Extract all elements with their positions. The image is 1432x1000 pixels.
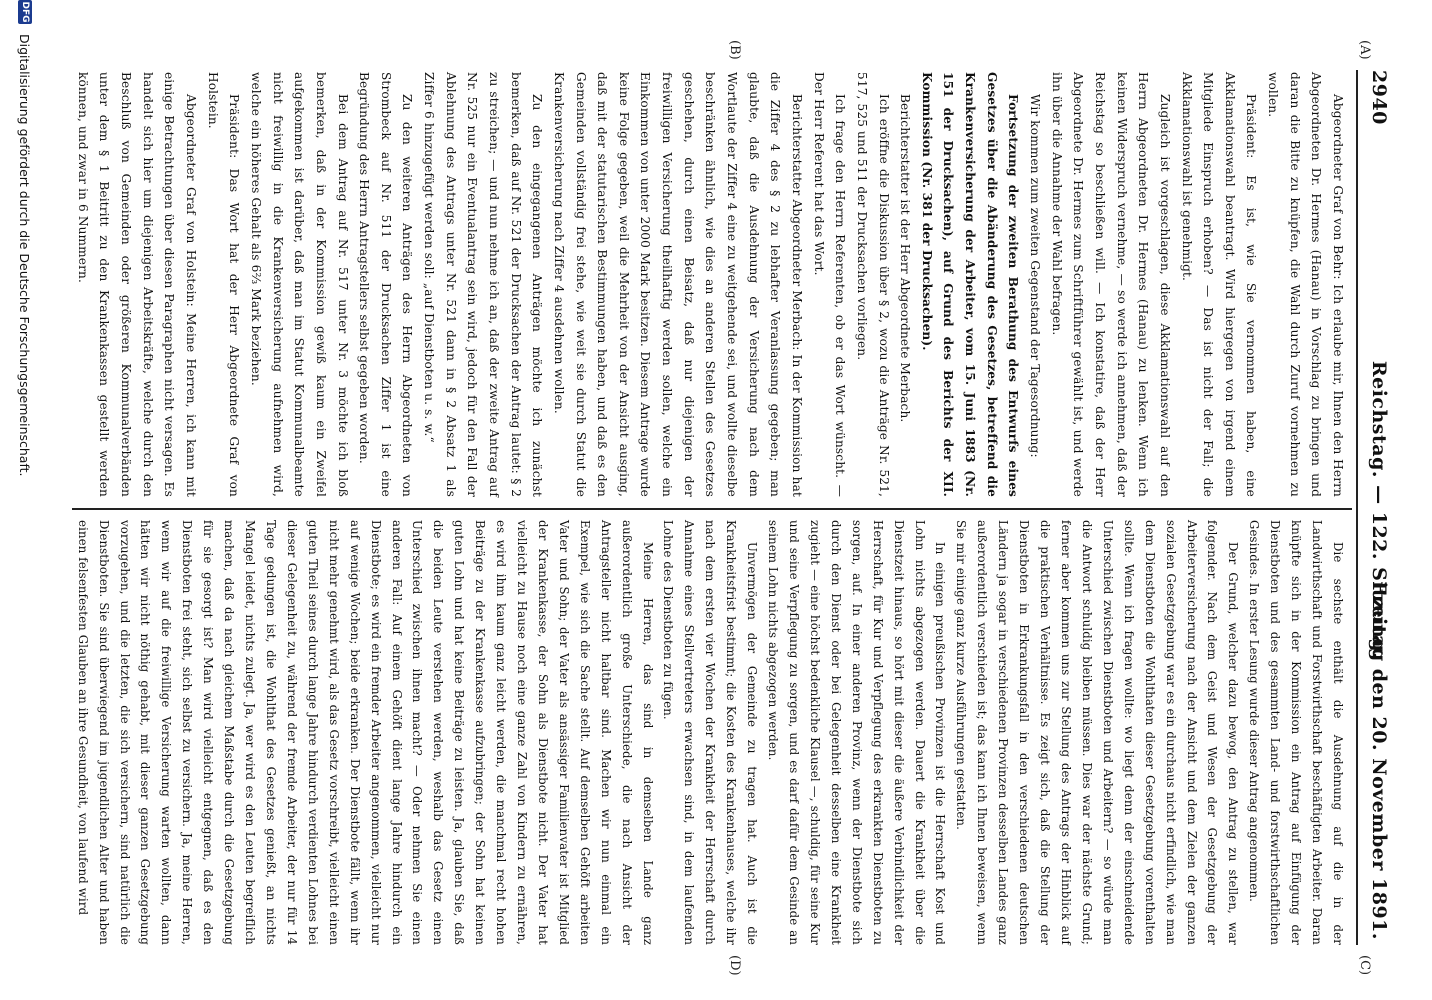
margin-mark-a: (A): [1357, 40, 1372, 60]
margin-mark-d: (D): [727, 955, 742, 976]
paragraph: Ich frage den Herrn Referenten, ob er das Wort wünscht. — Der Herr Referent hat das Wort.: [811, 72, 848, 497]
digitization-footer: [14, 0, 32, 1000]
page-number: 2940: [1368, 70, 1390, 125]
session-date: Freitag den 20. November 1891.: [1368, 581, 1390, 940]
paragraph: Wir kommen zum zweiten Gegenstand der Tagesordnung:: [1028, 94, 1043, 458]
paragraph: Zu den weiteren Anträgen des Herrn Abgeordneten von Strombeck auf Nr. 511 der Drucksachen Ziffer 1 ist eine Begründung des Herrn Antragstellers selbst gegeben worden.: [357, 72, 415, 497]
paragraph: Abgeordneter Graf von Holstein: Meine Herren, ich kann mit einige Betrachtungen über diesen Paragraphen nicht versagen. Es handelt sich hier um diejenigen Arbeitskräfte, welche durch den Beschluß von Gemeinden oder größeren Kommunalverbänden unter dem § 1 Beitritt zu den Krankenkassen gestellt werden können, und zwar in 6 Nummern.: [75, 72, 199, 497]
paragraph: Abgeordneter Graf von Behr: Ich erlaube mir, Ihnen den Herrn Abgeordneten Dr. Hermes (Hanau) in Vorschlag zu bringen und daran die Bitte zu knüpfen, die Wahl durch Zuruf vornehmen zu wollen.: [1266, 72, 1345, 497]
margin-mark-b: (B): [727, 40, 742, 60]
paragraph: Zu den eingegangenen Anträgen möchte ich zunächst bemerken, daß auf Nr. 521 der Drucksachen der Antrag lautet: § 2 zu streichen; — und nun nehme ich an, daß der zweite Antrag auf Nr. 525 nur ein Eventualantrag sein wird, jedoch für den Fall der Ablehnung des Antrags unter Nr. 521 dann in § 2 Absatz 1 als Ziffer 6 hinzugefügt werden soll: „auf Dienstboten u. s. w.“: [422, 72, 545, 497]
paragraph: Berichterstatter ist der Herr Abgeordnete Merbach.: [898, 94, 913, 423]
paragraph: Bei dem Antrag auf Nr. 517 unter Nr. 3 möchte ich bloß bemerken, daß in der Kommission gewiß kaum ein Zweifel aufgekommen ist darüber, daß man im Statut Kommunalbeamte nicht freiwillig in die Krankenversicherung aufnehmen wird, welche ein höheres Gehalt als 6⅔ Mark beziehen.: [248, 72, 350, 497]
digitization-credit: Digitalisierung gefördert durch die Deutsche Forschungsgemeinschaft.: [17, 34, 32, 477]
dfg-logo: DFG: [20, 1, 30, 23]
page-header: [1362, 70, 1394, 940]
paragraph: Die sechste enthält die Ausdehnung auf die in der Landwirthschaft und Forstwirthschaft beschäftigten Arbeiter. Daran knüpfte sich in der Kommission ein Antrag auf Einfügung der Dienstboten und des gesammten Land- und forstwirthschaftlichen Gesindes. In erster Lesung wurde dieser Antrag angenommen.: [1247, 520, 1345, 945]
paragraph: Ich eröffne die Diskussion über § 2, wozu die Anträge Nr. 521, 517, 525 und 511 der Drucksachen vorliegen.: [854, 72, 891, 497]
margin-mark-c: (C): [1357, 955, 1372, 976]
left-column: [71, 72, 1348, 497]
agenda-item-heading: Fortsetzung der zweiten Berathung des Entwurfs eines Gesetzes über die Abänderung des Gesetzes, betreffend die Krankenversicherung der Arbeiter, vom 15. Juni 1883 (Nr. 151 der Drucksachen), auf Grund des Berichts der XII. Kommission (Nr. 381 der Drucksachen).: [919, 72, 1021, 497]
header-rule: [1356, 70, 1358, 945]
right-column: [72, 520, 1348, 945]
paragraph: Berichterstatter Abgeordneter Merbach: In der Kommission hat die Ziffer 4 des § 2 zu lebhafter Veranlassung gegeben; man glaubte, daß die Ausdehnung der Versicherung nach dem Wortlaute der Ziffer 4 eine zu weitgehende sei, und wollte dieselbe beschränken ähnlich, wie dies an anderen Stellen des Gesetzes geschehen, durch einen Beisatz, daß nur diejenigen der freiwilligen Versicherung theilhaftig werden sollen, welche ein Einkommen von unter 2000 Mark besitzen. Diesem Antrage wurde keine Folge gegeben, weil die Mehrheit von der Ansicht ausging, daß mit der statutarischen Bestimmungen haben, und daß es den Gemeinden vollständig frei stehe, wie weit sie durch Statut die Krankenversicherung nach Ziffer 4 ausdehnen wollen.: [551, 72, 804, 497]
paragraph: Präsident: Das Wort hat der Herr Abgeordnete Graf von Holstein.: [205, 72, 242, 497]
paragraph: In einigen preußischen Provinzen ist die Herrschaft Kost und Lohn nichts abgezogen werden. Dauert die Krankheit über die Dienstzeit hinaus, so hört mit dieser die äußere Verbindlichkeit der Herrschaft, für Kur und Verpflegung des erkrankten Dienstboten zu sorgen, auf. In einer anderen Provinz, wenn der Dienstbote sich durch den Dienst oder bei Gelegenheit desselben eine Krankheit zugieht — eine höchst bedenkliche Klausel —, schuldig, für seine Kur und seine Verpflegung zu sorgen, und es darf dafür dem Gesinde an seinem Lohn nichts abgezogen werden.: [766, 520, 948, 945]
paragraph: Meine Herren, das sind in demselben Lande ganz außerordentlich große Unterschiede, die nach Ansicht der Antragsteller nicht haltbar sind. Machen wir nun einmal ein Exempel, wie sich die Sache stellt. Auf demselben Gehöft arbeiten Vater und Sohn; der Vater als ansässiger Familienvater ist Mitglied der Krankenkasse, der Sohn als Dienstbote nicht. Der Vater hat vielleicht zu Hause noch eine ganze Zahl von Kindern zu ernähren, es wird ihm kaum ganz leicht werden, die manchmal recht hohen Beiträge zu der Krankenkasse aufzubringen; der Sohn hat keinen guten Lohn und hat keine Beiträge zu leisten. Ja, glauben Sie, daß die beiden Leute verstehen werden, weshalb das Gesetz einen Unterschied zwischen ihnen macht? — Oder nehmen Sie einen anderen Fall: Auf einem Gehöft dient lange Jahre hindurch ein Dienstbote; es wird ein fremder Arbeiter angenommen, vielleicht nur auf wenige Wochen; beide erkranken. Der Dienstbote fällt, wenn ihr nicht mehr genehmt wird, als das Gesetz vorschreibt, vielleicht einen guten Theil seines durch lange Jahre hindurch verdienten Lohnes bei dieser Gelegenheit zu, während der fremde Arbeiter, der nur für 14 Tage gedungen ist, die Wohlthat des Gesetzes genießt, an nichts Mangel leidet, nichts zulegt. Ja, wer wird es den Leuten begreiflich machen, daß da nach gleichem Maßstabe durch die Gesetzgebung für sie gesorgt ist? Man wird vielleicht entgegnen, daß es den Dienstboten frei steht, sich selbst zu versichern. Ja, meine Herren, wenn wir auf die freiwillige Versicherung warten wollten, dann hätten wir nicht nöthig gehabt, mit dieser ganzen Gesetzgebung vorzugehen, und die letzten, die sich versichern, sind natürlich die Dienstboten. Sie sind überwiegend im jugendlichen Alter und haben einen felsenfesten Glauben an ihre Gesundheit, von laufend wird: [75, 520, 655, 945]
paragraph: Unvermögen der Gemeinde zu tragen hat. Auch ist die Krankheitsfrist bestimmt; die Kosten des Krankenhauses, welche ihr nach dem ersten vier Wochen der Krankheit der Herrschaft durch Annahme eines Stellvertreters erwachsen sind, in dem laufenden Lohne des Dienstboten zu fügen.: [661, 520, 760, 945]
column-divider: [72, 508, 1352, 510]
paragraph: Präsident: Es ist, wie Sie vernommen haben, eine Akklamationswahl beantragt. Wird hiergegen von irgend einem Mitgliede Einspruch erhoben? — Das ist nicht der Fall; die Akklamationswahl ist genehmigt.: [1179, 72, 1259, 497]
running-title: Reichstag. — 122. Sitzung.: [1368, 360, 1390, 660]
paragraph: Zugleich ist vorgeschlagen, diese Akklamationswahl auf den Herrn Abgeordneten Dr. Hermes (Hanau) zu lenken. Wenn ich keinen Widerspruch vernehme, — so werde ich annehmen, daß der Reichstag so beschließen will. — Ich konstatire, daß der Herr Abgeordnete Dr. Hermes zum Schriftführer gewählt ist, und werde ihn über die Annahme der Wahl befragen.: [1049, 72, 1172, 497]
paragraph: Der Grund, welcher dazu bewog, den Antrag zu stellen, war folgender. Nach dem Geist und Wesen der Gesetzgebung der Arbeiterversicherung nach der Ansicht und dem Zielen der ganzen sozialen Gesetzgebung war es ein durchaus nicht erfindlich, wie man dem Dienstboten die Wohlthaten dieser Gesetzgebung vorenthalten sollte. Wenn ich fragen wollte: wo liegt denn der einschneidende Unterschied zwischen Dienstboten und Arbeitern? — so würde man die Antwort schuldig bleiben müssen. Dies war der nächste Grund; ferner aber kommen uns zur Stellung des Antrags der Hinblick auf die praktischen Verhältnisse. Es zeigt sich, daß die Stellung der Dienstboten in Erkrankungsfall in den verschiedenen deutschen Ländern ja sogar in verschiedenen Provinzen desselben Landes ganz außerordentlich verschieden ist; das kann ich Ihnen beweisen, wenn Sie mir einige ganz kurze Ausführungen gestatten.: [954, 520, 1241, 945]
